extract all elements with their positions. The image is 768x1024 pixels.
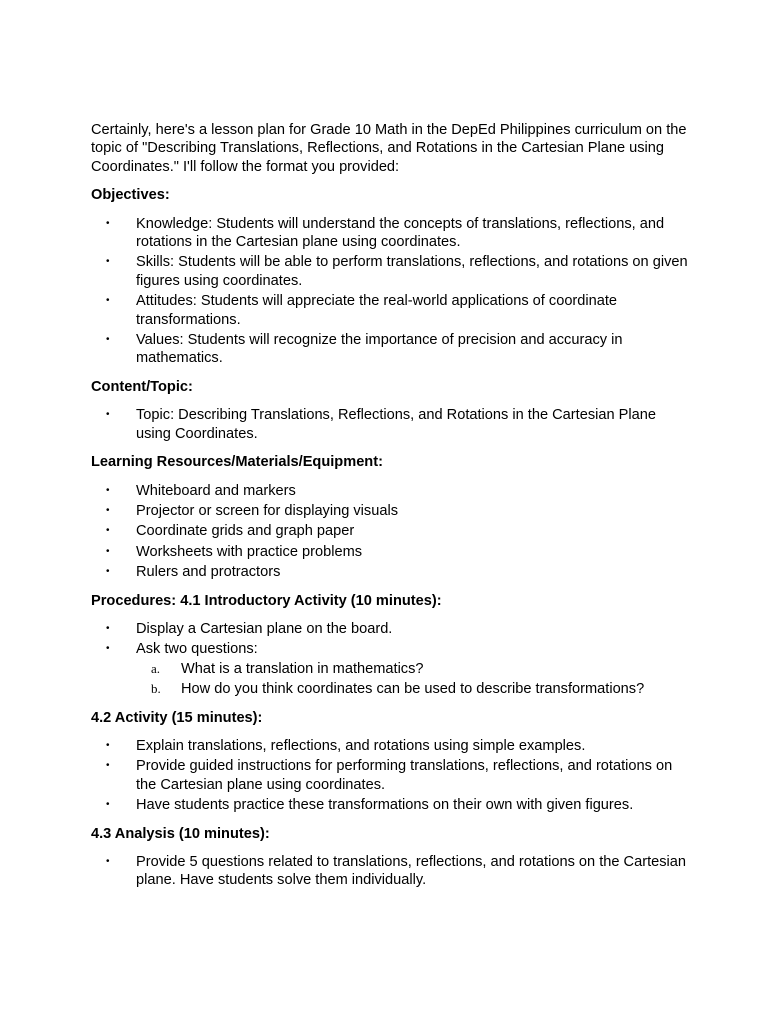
bullet-icon: • bbox=[106, 760, 110, 772]
procedures-list bbox=[91, 620, 691, 699]
analysis-heading: 4.3 Analysis (10 minutes): bbox=[91, 825, 270, 842]
analysis-list bbox=[91, 853, 691, 890]
bullet-icon: • bbox=[106, 504, 110, 516]
bullet-icon: • bbox=[106, 566, 110, 578]
sub-list-marker: a. bbox=[151, 660, 161, 676]
bullet-icon: • bbox=[106, 545, 110, 557]
list-item bbox=[91, 406, 691, 443]
bullet-icon: • bbox=[106, 217, 110, 229]
list-item-text: Values: Students will recognize the importance of precision and accuracy in mathematics. bbox=[136, 332, 623, 367]
bullet-icon: • bbox=[106, 856, 110, 867]
list-item bbox=[91, 215, 691, 252]
resources-heading: Learning Resources/Materials/Equipment: bbox=[91, 454, 383, 471]
procedures-heading: Procedures: 4.1 Introductory Activity (10 minutes): bbox=[91, 592, 442, 609]
list-item bbox=[91, 853, 691, 890]
content-topic-heading: Content/Topic: bbox=[91, 378, 193, 395]
bullet-icon: • bbox=[106, 525, 110, 537]
list-item-text: Projector or screen for displaying visuals bbox=[136, 502, 398, 519]
list-item bbox=[91, 502, 691, 520]
questions-sublist bbox=[136, 660, 691, 699]
bullet-icon: • bbox=[106, 256, 110, 268]
bullet-icon: • bbox=[106, 622, 110, 634]
list-item bbox=[91, 331, 691, 368]
list-item bbox=[91, 253, 691, 290]
sub-list-marker: b. bbox=[151, 681, 161, 697]
list-item bbox=[91, 482, 691, 500]
list-item bbox=[91, 522, 691, 540]
bullet-icon: • bbox=[106, 295, 110, 307]
list-item-text: Display a Cartesian plane on the board. bbox=[136, 620, 393, 637]
bullet-icon: • bbox=[106, 409, 110, 421]
objectives-heading: Objectives: bbox=[91, 187, 170, 204]
bullet-icon: • bbox=[106, 739, 110, 751]
activity-heading: 4.2 Activity (15 minutes): bbox=[91, 709, 263, 726]
list-item-text: Topic: Describing Translations, Reflections, and Rotations in the Cartesian Plane using Coordinates. bbox=[136, 407, 656, 442]
bullet-icon: • bbox=[106, 643, 110, 655]
list-item-text: Knowledge: Students will understand the concepts of translations, reflections, and rotations in the Cartesian plane using coordinates. bbox=[136, 215, 665, 251]
bullet-icon: • bbox=[106, 484, 110, 496]
bullet-icon: • bbox=[106, 334, 110, 346]
objectives-list bbox=[91, 215, 691, 368]
list-item-text: Worksheets with practice problems bbox=[136, 543, 363, 560]
list-item bbox=[91, 757, 691, 794]
sub-list-item-text: What is a translation in mathematics? bbox=[181, 660, 424, 677]
sub-list-item bbox=[136, 680, 691, 698]
resources-list bbox=[91, 482, 691, 582]
list-item-text: Skills: Students will be able to perform translations, reflections, and rotations on given figures using coordinates. bbox=[136, 254, 688, 289]
list-item bbox=[91, 292, 691, 329]
sub-list-item-text: How do you think coordinates can be used to describe transformations? bbox=[181, 681, 645, 698]
list-item bbox=[91, 640, 691, 698]
list-item bbox=[91, 796, 691, 814]
list-item-text: Have students practice these transformations on their own with given figures. bbox=[136, 797, 634, 814]
list-item bbox=[91, 737, 691, 755]
list-item-text: Coordinate grids and graph paper bbox=[136, 523, 355, 540]
list-item-text: Ask two questions: bbox=[136, 641, 258, 658]
list-item bbox=[91, 620, 691, 638]
document-page bbox=[91, 121, 691, 900]
list-item bbox=[91, 563, 691, 581]
bullet-icon: • bbox=[106, 799, 110, 811]
list-item-text: Rulers and protractors bbox=[136, 564, 281, 581]
list-item-text: Explain translations, reflections, and rotations using simple examples. bbox=[136, 737, 586, 754]
list-item-text: Whiteboard and markers bbox=[136, 482, 296, 499]
sub-list-item bbox=[136, 660, 691, 678]
activity-list bbox=[91, 737, 691, 815]
list-item-text: Attitudes: Students will appreciate the real-world applications of coordinate transformations. bbox=[136, 293, 618, 328]
intro-paragraph: Certainly, here's a lesson plan for Grade 10 Math in the DepEd Philippines curriculum on the topic of "Describing Translations, Reflections, and Rotations in the Cartesian Plane using Coordinates." I'll follow the format you provided: bbox=[91, 122, 687, 175]
list-item bbox=[91, 543, 691, 561]
list-item-text: Provide 5 questions related to translations, reflections, and rotations on the Cartesian plane. Have students solve them individually. bbox=[136, 854, 687, 889]
content-topic-list bbox=[91, 406, 691, 443]
list-item-text: Provide guided instructions for performing translations, reflections, and rotations on the Cartesian plane using coordinates. bbox=[136, 758, 673, 793]
